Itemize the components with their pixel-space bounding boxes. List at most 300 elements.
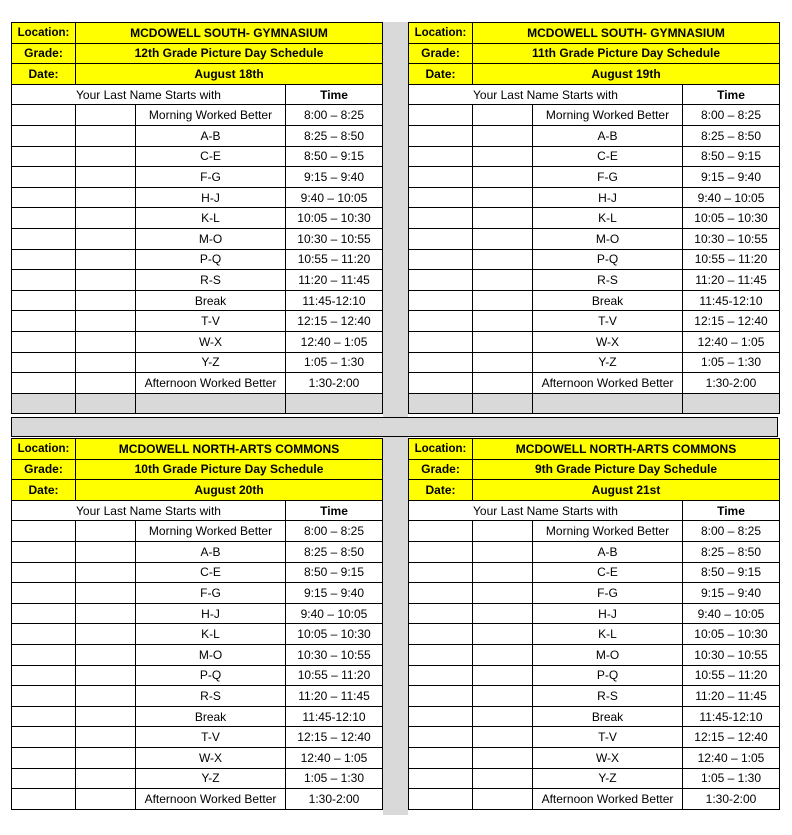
schedule-row xyxy=(409,603,780,624)
time-cell: 9:15 – 9:40 xyxy=(683,583,780,604)
time-cell: 12:15 – 12:40 xyxy=(683,727,780,748)
time-cell: 12:40 – 1:05 xyxy=(286,331,383,352)
blank-cell xyxy=(409,521,473,542)
date-value: August 18th xyxy=(76,64,383,85)
blank-cell xyxy=(473,624,533,645)
name-range-cell: Afternoon Worked Better xyxy=(136,789,286,810)
name-range-cell: Break xyxy=(136,290,286,311)
time-cell: 10:30 – 10:55 xyxy=(683,228,780,249)
blank-cell xyxy=(409,603,473,624)
time-cell: 12:15 – 12:40 xyxy=(286,311,383,332)
schedule-row xyxy=(12,624,383,645)
name-range-cell: F-G xyxy=(533,167,683,188)
schedule-row xyxy=(409,373,780,394)
blank-cell xyxy=(473,521,533,542)
time-cell: 10:55 – 11:20 xyxy=(683,665,780,686)
section-divider xyxy=(11,417,778,437)
schedule-row xyxy=(409,768,780,789)
blank-cell xyxy=(409,583,473,604)
blank-cell xyxy=(409,373,473,394)
blank-cell xyxy=(473,562,533,583)
schedule-row xyxy=(12,311,383,332)
schedule-row xyxy=(409,624,780,645)
blank-cell xyxy=(409,706,473,727)
name-range-cell: Break xyxy=(533,706,683,727)
blank-cell xyxy=(409,768,473,789)
name-range-cell: W-X xyxy=(533,331,683,352)
name-range-cell: A-B xyxy=(136,125,286,146)
schedule-row xyxy=(409,167,780,188)
time-cell: 8:50 – 9:15 xyxy=(683,146,780,167)
time-cell: 12:40 – 1:05 xyxy=(286,747,383,768)
time-cell: 10:05 – 10:30 xyxy=(286,208,383,229)
name-range-cell: H-J xyxy=(136,187,286,208)
blank-cell xyxy=(12,249,76,270)
time-cell: 1:30-2:00 xyxy=(683,789,780,810)
blank-cell xyxy=(12,583,76,604)
time-cell: 8:25 – 8:50 xyxy=(286,541,383,562)
blank-cell xyxy=(409,249,473,270)
name-range-cell: T-V xyxy=(533,727,683,748)
name-range-cell: W-X xyxy=(533,747,683,768)
blank-cell xyxy=(12,270,76,291)
time-cell: 11:20 – 11:45 xyxy=(683,686,780,707)
schedule-row xyxy=(409,541,780,562)
schedule-row xyxy=(12,686,383,707)
schedule-12th-grade xyxy=(11,22,383,414)
blank-cell xyxy=(76,789,136,810)
blank-cell xyxy=(409,624,473,645)
blank-cell xyxy=(76,311,136,332)
time-cell: 10:30 – 10:55 xyxy=(683,644,780,665)
schedule-row xyxy=(409,228,780,249)
schedule-row xyxy=(409,311,780,332)
time-cell: 1:05 – 1:30 xyxy=(286,768,383,789)
blank-cell xyxy=(473,228,533,249)
schedule-row xyxy=(409,686,780,707)
blank-cell xyxy=(473,706,533,727)
schedule-11th-grade xyxy=(408,22,780,414)
location-label: Location: xyxy=(12,439,76,460)
schedule-row xyxy=(12,167,383,188)
blank-cell xyxy=(12,747,76,768)
blank-cell xyxy=(76,727,136,748)
location-value: MCDOWELL SOUTH- GYMNASIUM xyxy=(473,23,780,44)
blank-cell xyxy=(473,686,533,707)
time-cell: 11:45-12:10 xyxy=(286,290,383,311)
schedule-row xyxy=(12,541,383,562)
blank-cell xyxy=(76,270,136,291)
grade-value: 12th Grade Picture Day Schedule xyxy=(76,43,383,64)
time-cell: 8:25 – 8:50 xyxy=(683,541,780,562)
blank-cell xyxy=(76,665,136,686)
blank-cell xyxy=(76,686,136,707)
name-range-cell: C-E xyxy=(533,146,683,167)
blank-cell xyxy=(76,228,136,249)
name-range-cell: Break xyxy=(533,290,683,311)
blank-cell xyxy=(409,228,473,249)
blank-cell xyxy=(473,665,533,686)
blank-cell xyxy=(473,541,533,562)
location-value: MCDOWELL NORTH-ARTS COMMONS xyxy=(76,439,383,460)
location-value: MCDOWELL NORTH-ARTS COMMONS xyxy=(473,439,780,460)
grade-value: 11th Grade Picture Day Schedule xyxy=(473,43,780,64)
name-range-cell: Morning Worked Better xyxy=(533,105,683,126)
blank-cell xyxy=(409,290,473,311)
time-cell: 8:50 – 9:15 xyxy=(683,562,780,583)
schedule-row xyxy=(12,521,383,542)
blank-cell xyxy=(12,562,76,583)
name-range-cell: P-Q xyxy=(533,249,683,270)
name-range-cell: T-V xyxy=(136,311,286,332)
date-value: August 19th xyxy=(473,64,780,85)
name-range-cell: H-J xyxy=(533,187,683,208)
schedule-row xyxy=(409,125,780,146)
blank-cell xyxy=(12,624,76,645)
blank-cell xyxy=(12,105,76,126)
time-cell: 9:15 – 9:40 xyxy=(683,167,780,188)
name-column-header: Your Last Name Starts with xyxy=(12,500,286,521)
time-column-header: Time xyxy=(683,84,780,105)
time-cell: 11:45-12:10 xyxy=(683,706,780,727)
slot-list xyxy=(12,521,383,809)
time-cell: 9:40 – 10:05 xyxy=(286,187,383,208)
schedule-row xyxy=(409,747,780,768)
blank-cell xyxy=(409,311,473,332)
blank-cell xyxy=(473,352,533,373)
name-range-cell: M-O xyxy=(136,644,286,665)
schedule-row xyxy=(12,768,383,789)
time-cell: 1:05 – 1:30 xyxy=(683,768,780,789)
name-range-cell: M-O xyxy=(136,228,286,249)
time-cell: 11:45-12:10 xyxy=(683,290,780,311)
time-cell: 10:05 – 10:30 xyxy=(683,208,780,229)
time-cell: 10:55 – 11:20 xyxy=(286,249,383,270)
name-column-header: Your Last Name Starts with xyxy=(409,84,683,105)
blank-cell xyxy=(409,270,473,291)
grade-value: 10th Grade Picture Day Schedule xyxy=(76,459,383,480)
name-range-cell: T-V xyxy=(533,311,683,332)
blank-cell xyxy=(76,562,136,583)
time-cell: 9:40 – 10:05 xyxy=(286,603,383,624)
schedule-row xyxy=(12,706,383,727)
schedule-row xyxy=(409,583,780,604)
schedule-row xyxy=(409,562,780,583)
schedule-row xyxy=(12,352,383,373)
blank-cell xyxy=(12,146,76,167)
schedule-row xyxy=(409,270,780,291)
time-cell: 9:40 – 10:05 xyxy=(683,603,780,624)
blank-cell xyxy=(76,706,136,727)
blank-cell xyxy=(409,331,473,352)
name-range-cell: K-L xyxy=(136,208,286,229)
grade-label: Grade: xyxy=(409,459,473,480)
blank-cell xyxy=(76,624,136,645)
name-range-cell: M-O xyxy=(533,228,683,249)
blank-cell xyxy=(409,747,473,768)
blank-cell xyxy=(473,789,533,810)
name-range-cell: Break xyxy=(136,706,286,727)
blank-cell xyxy=(12,665,76,686)
time-cell: 12:40 – 1:05 xyxy=(683,747,780,768)
blank-cell xyxy=(12,521,76,542)
time-column-header: Time xyxy=(683,500,780,521)
schedule-row xyxy=(12,727,383,748)
time-cell: 12:15 – 12:40 xyxy=(286,727,383,748)
blank-cell xyxy=(473,105,533,126)
time-cell: 9:15 – 9:40 xyxy=(286,167,383,188)
blank-cell xyxy=(473,583,533,604)
name-range-cell: A-B xyxy=(136,541,286,562)
blank-cell xyxy=(12,644,76,665)
time-cell: 10:55 – 11:20 xyxy=(286,665,383,686)
name-range-cell: F-G xyxy=(136,583,286,604)
schedule-row xyxy=(12,228,383,249)
blank-cell xyxy=(12,331,76,352)
schedule-row xyxy=(409,789,780,810)
blank-cell xyxy=(12,208,76,229)
schedule-row xyxy=(409,727,780,748)
schedule-row xyxy=(12,249,383,270)
name-range-cell: C-E xyxy=(533,562,683,583)
blank-cell xyxy=(12,187,76,208)
name-range-cell: F-G xyxy=(136,167,286,188)
name-range-cell: Y-Z xyxy=(533,352,683,373)
blank-cell xyxy=(12,290,76,311)
time-cell: 1:30-2:00 xyxy=(286,789,383,810)
schedule-10th-grade xyxy=(11,438,383,810)
schedule-row xyxy=(409,146,780,167)
blank-cell xyxy=(409,562,473,583)
date-label: Date: xyxy=(12,64,76,85)
name-range-cell: Morning Worked Better xyxy=(136,521,286,542)
name-range-cell: R-S xyxy=(533,686,683,707)
blank-cell xyxy=(409,665,473,686)
blank-cell xyxy=(76,167,136,188)
name-range-cell: R-S xyxy=(136,686,286,707)
blank-cell xyxy=(12,541,76,562)
schedule-row xyxy=(12,644,383,665)
schedule-row xyxy=(12,789,383,810)
blank-cell xyxy=(76,125,136,146)
schedule-row xyxy=(409,249,780,270)
blank-cell xyxy=(12,706,76,727)
name-range-cell: Y-Z xyxy=(136,352,286,373)
time-cell: 11:45-12:10 xyxy=(286,706,383,727)
date-value: August 21st xyxy=(473,480,780,501)
schedule-row xyxy=(409,706,780,727)
time-cell: 8:50 – 9:15 xyxy=(286,146,383,167)
blank-cell xyxy=(473,311,533,332)
blank-cell xyxy=(12,311,76,332)
blank-cell xyxy=(473,747,533,768)
name-range-cell: Afternoon Worked Better xyxy=(533,789,683,810)
blank-cell xyxy=(12,125,76,146)
schedule-row xyxy=(12,331,383,352)
blank-cell xyxy=(76,331,136,352)
name-range-cell: R-S xyxy=(533,270,683,291)
time-cell: 8:25 – 8:50 xyxy=(286,125,383,146)
time-cell: 1:30-2:00 xyxy=(683,373,780,394)
blank-cell xyxy=(76,583,136,604)
blank-cell xyxy=(76,373,136,394)
name-range-cell: Y-Z xyxy=(136,768,286,789)
time-cell: 11:20 – 11:45 xyxy=(286,686,383,707)
name-range-cell: M-O xyxy=(533,644,683,665)
name-range-cell: R-S xyxy=(136,270,286,291)
time-cell: 11:20 – 11:45 xyxy=(286,270,383,291)
schedule-row xyxy=(409,105,780,126)
name-range-cell: H-J xyxy=(136,603,286,624)
time-cell: 10:05 – 10:30 xyxy=(286,624,383,645)
schedule-row xyxy=(12,125,383,146)
schedule-row xyxy=(12,208,383,229)
schedule-9th-grade xyxy=(408,438,780,810)
schedule-row xyxy=(409,208,780,229)
blank-cell xyxy=(409,686,473,707)
schedule-row xyxy=(12,187,383,208)
blank-cell xyxy=(473,187,533,208)
grade-label: Grade: xyxy=(12,43,76,64)
blank-cell xyxy=(76,541,136,562)
name-range-cell: Afternoon Worked Better xyxy=(533,373,683,394)
schedule-row xyxy=(409,665,780,686)
name-range-cell: C-E xyxy=(136,562,286,583)
blank-cell xyxy=(473,331,533,352)
blank-cell xyxy=(473,208,533,229)
schedule-row xyxy=(12,562,383,583)
blank-cell xyxy=(76,187,136,208)
name-range-cell: W-X xyxy=(136,747,286,768)
name-column-header: Your Last Name Starts with xyxy=(409,500,683,521)
schedule-row xyxy=(409,352,780,373)
time-cell: 10:55 – 11:20 xyxy=(683,249,780,270)
slot-list xyxy=(409,521,780,809)
time-cell: 10:05 – 10:30 xyxy=(683,624,780,645)
blank-cell xyxy=(76,768,136,789)
name-range-cell: K-L xyxy=(533,624,683,645)
blank-cell xyxy=(473,373,533,394)
name-range-cell: H-J xyxy=(533,603,683,624)
blank-cell xyxy=(12,603,76,624)
schedule-row xyxy=(12,373,383,394)
name-range-cell: Afternoon Worked Better xyxy=(136,373,286,394)
time-cell: 12:15 – 12:40 xyxy=(683,311,780,332)
schedule-row xyxy=(409,290,780,311)
blank-cell xyxy=(473,768,533,789)
blank-cell xyxy=(409,167,473,188)
schedule-row xyxy=(12,105,383,126)
blank-cell xyxy=(12,228,76,249)
name-range-cell: P-Q xyxy=(533,665,683,686)
location-label: Location: xyxy=(409,23,473,44)
name-column-header: Your Last Name Starts with xyxy=(12,84,286,105)
blank-cell xyxy=(473,167,533,188)
name-range-cell: P-Q xyxy=(136,249,286,270)
blank-cell xyxy=(409,208,473,229)
time-cell: 1:30-2:00 xyxy=(286,373,383,394)
time-cell: 8:50 – 9:15 xyxy=(286,562,383,583)
schedule-row xyxy=(409,644,780,665)
grade-value: 9th Grade Picture Day Schedule xyxy=(473,459,780,480)
schedule-row xyxy=(12,146,383,167)
blank-cell xyxy=(12,167,76,188)
schedule-row xyxy=(12,665,383,686)
name-range-cell: T-V xyxy=(136,727,286,748)
blank-cell xyxy=(473,270,533,291)
blank-cell xyxy=(409,187,473,208)
location-label: Location: xyxy=(409,439,473,460)
name-range-cell: C-E xyxy=(136,146,286,167)
time-cell: 11:20 – 11:45 xyxy=(683,270,780,291)
blank-cell xyxy=(12,768,76,789)
time-cell: 8:00 – 8:25 xyxy=(286,105,383,126)
blank-cell xyxy=(409,541,473,562)
blank-cell xyxy=(473,146,533,167)
blank-cell xyxy=(409,125,473,146)
time-cell: 12:40 – 1:05 xyxy=(683,331,780,352)
blank-cell xyxy=(76,146,136,167)
schedule-row xyxy=(12,747,383,768)
name-range-cell: P-Q xyxy=(136,665,286,686)
blank-cell xyxy=(12,373,76,394)
name-range-cell: K-L xyxy=(136,624,286,645)
grade-label: Grade: xyxy=(12,459,76,480)
name-range-cell: K-L xyxy=(533,208,683,229)
time-cell: 10:30 – 10:55 xyxy=(286,228,383,249)
blank-cell xyxy=(76,521,136,542)
blank-cell xyxy=(76,352,136,373)
time-cell: 1:05 – 1:30 xyxy=(683,352,780,373)
name-range-cell: Morning Worked Better xyxy=(533,521,683,542)
blank-cell xyxy=(76,290,136,311)
schedule-row xyxy=(409,521,780,542)
blank-cell xyxy=(76,747,136,768)
blank-cell xyxy=(409,644,473,665)
schedule-row xyxy=(12,290,383,311)
time-cell: 8:00 – 8:25 xyxy=(683,521,780,542)
name-range-cell: A-B xyxy=(533,541,683,562)
time-column-header: Time xyxy=(286,500,383,521)
name-range-cell: Y-Z xyxy=(533,768,683,789)
grade-label: Grade: xyxy=(409,43,473,64)
blank-cell xyxy=(409,352,473,373)
date-label: Date: xyxy=(409,64,473,85)
blank-cell xyxy=(12,352,76,373)
blank-cell xyxy=(409,727,473,748)
blank-cell xyxy=(409,789,473,810)
blank-cell xyxy=(12,727,76,748)
blank-cell xyxy=(76,208,136,229)
blank-cell xyxy=(473,249,533,270)
location-value: MCDOWELL SOUTH- GYMNASIUM xyxy=(76,23,383,44)
blank-cell xyxy=(12,686,76,707)
blank-cell xyxy=(76,603,136,624)
blank-cell xyxy=(12,789,76,810)
time-cell: 1:05 – 1:30 xyxy=(286,352,383,373)
time-cell: 8:00 – 8:25 xyxy=(683,105,780,126)
blank-cell xyxy=(409,146,473,167)
blank-cell xyxy=(473,125,533,146)
name-range-cell: A-B xyxy=(533,125,683,146)
location-label: Location: xyxy=(12,23,76,44)
blank-cell xyxy=(473,644,533,665)
blank-cell xyxy=(473,603,533,624)
schedule-row xyxy=(409,331,780,352)
blank-cell xyxy=(76,105,136,126)
blank-cell xyxy=(76,249,136,270)
blank-cell xyxy=(76,644,136,665)
